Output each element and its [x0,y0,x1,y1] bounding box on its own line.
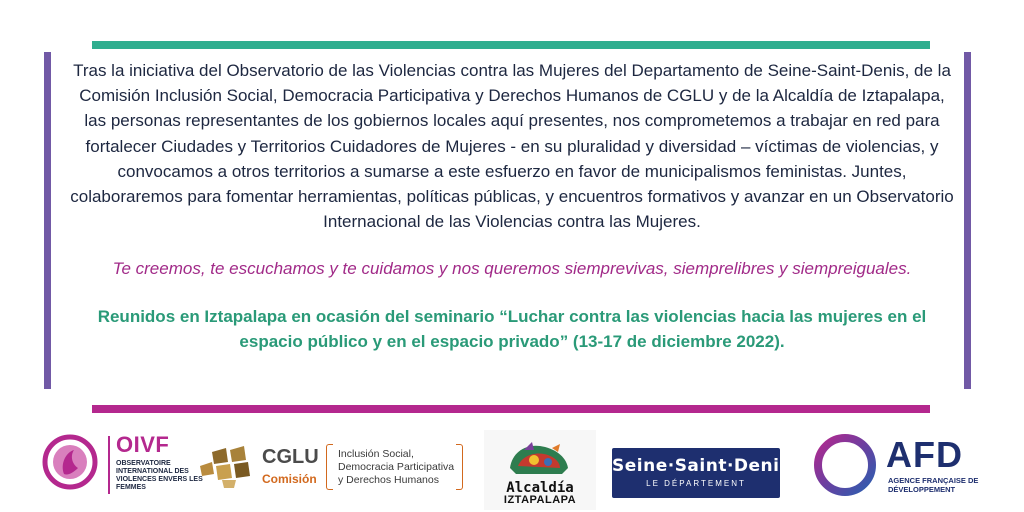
bottom-accent-bar [92,405,930,413]
cglu-bracket-right [456,444,463,490]
cglu-description: Inclusión Social, Democracia Participativa y Derechos Humanos [338,448,455,486]
oivf-logo [42,430,207,502]
cglu-comision: Comisión [262,472,317,486]
iztapalapa-logo [484,430,596,510]
ssd-name: Seine·Saint·Denis [612,456,791,476]
afd-ring-icon [812,432,878,498]
oivf-separator [108,436,110,494]
statement-content [70,58,954,354]
afd-logo [812,432,978,502]
top-accent-bar [92,41,930,49]
oivf-subtitle: OBSERVATOIRE INTERNATIONAL DES VIOLENCES ENVERS LES FEMMES [116,460,203,491]
oivf-emblem-icon [42,434,98,490]
iztapalapa-line2: IZTAPALAPA [503,494,577,506]
afd-name: AFD [886,434,963,475]
italic-motto: Te creemos, te escuchamos y te cuidamos y nos queremos siemprevivas, siemprelibres y siempreiguales. [112,259,912,279]
oivf-name: OIVF [116,432,170,457]
seminar-note: Reunidos en Iztapalapa en ocasión del seminario “Luchar contra las violencias hacia las mujeres en el espacio público y en el espacio privado” (13-17 de diciembre 2022). [97,306,927,351]
right-accent-bar [964,52,971,389]
main-paragraph: Tras la iniciativa del Observatorio de las Violencias contra las Mujeres del Departamento de Seine-Saint-Denis, de la Comisión Inclusión Social, Democracia Participativa y Derechos Humanos de CGLU y de la Alcaldía de Iztapalapa, las personas representantes de los gobiernos locales aquí presentes, nos comprometemos a trabajar en red para fortalecer Ciudades y Territorios Cuidadores de Mujeres - en su pluralidad y diversidad – víctimas de violencias, y convocamos a otros territorios a sumarse a este esfuerzo en favor de municipalismos feministas. Juntes, colaboraremos para fomentar herramientas, políticas públicas, y encuentros formativos y avanzar en un Observatorio Internacional de las Violencias contra las Mujeres. [70,61,954,232]
cglu-bracket-left [326,444,333,490]
ssd-subtitle: LE DÉPARTEMENT [646,479,746,488]
cglu-logo [198,442,468,496]
iztapalapa-line1: Alcaldía [506,480,574,496]
seine-saint-denis-logo [612,448,791,498]
cglu-name: CGLU [262,446,319,468]
afd-subtitle: AGENCE FRANÇAISE DE DÉVELOPPEMENT [888,476,979,494]
cglu-mosaic-icon [198,444,256,490]
left-accent-bar [44,52,51,389]
iztapalapa-glyph-icon [504,438,574,482]
